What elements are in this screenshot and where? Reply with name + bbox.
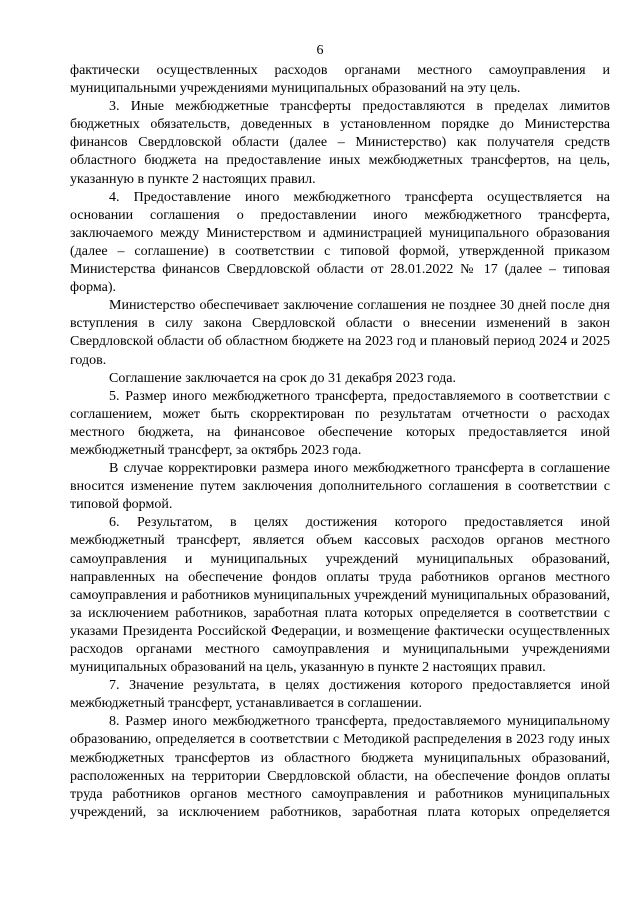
paragraph-agreement-term: Соглашение заключается на срок до 31 декабря 2023 года. [109, 370, 457, 386]
document-body [70, 62, 610, 822]
paragraph-item-3: 3. Иные межбюджетные трансферты предоставляются в пределах лимитов бюджетных обязательств, доведенных в установленном порядке до Министерства финансов Свердловской области (далее – Министерство) как получателя средств областного бюджета на предоставление иных межбюджетных трансфертов, на цель, указанную в пункте 2 настоящих правил. [70, 99, 610, 187]
paragraph-ministry-agreement: Министерство обеспечивает заключение соглашения не позднее 30 дней после дня вступления в силу закона Свердловской области о внесении изменений в закон Свердловской области об областном бюджете на 2023 год и плановый период 2024 и 2025 годов. [70, 298, 610, 368]
paragraph-continuation: фактически осуществленных расходов органами местного самоуправления и муниципальными учреждениями муниципальных образований на эту цель. [70, 63, 610, 97]
paragraph-item-8: 8. Размер иного межбюджетного трансферта, предоставляемого муниципальному образованию, определяется в соответствии с Методикой распределения в 2023 году иных межбюджетных трансфертов из областного бюджета муниципальных образований, расположенных на территории Свердловской области, на обеспечение фондов оплаты труда работников органов местного самоуправления и работников муниципальных учреждений, за исключением работников, заработная плата которых определяется [70, 714, 610, 820]
paragraph-correction: В случае корректировки размера иного межбюджетного трансферта в соглашение вносится изменение путем заключения дополнительного соглашения в соответствии с типовой формой. [70, 461, 610, 513]
page-number: 6 [316, 43, 324, 58]
paragraph-item-6: 6. Результатом, в целях достижения которого предоставляется иной межбюджетный трансферт, является объем кассовых расходов органов местного самоуправления и муниципальных учреждений муниципальных образований, направленных на обеспечение фондов оплаты труда работников органов местного самоуправления и работников муниципальных учреждений муниципальных образований, за исключением работников, заработная плата которых определяется в соответствии с указами Президента Российской Федерации, и возмещение фактически осуществленных расходов органами местного самоуправления и муниципальными учреждениями муниципальных образований на цель, указанную в пункте 2 настоящих правил. [70, 515, 610, 676]
paragraph-item-7: 7. Значение результата, в целях достижения которого предоставляется иной межбюджетный трансферт, устанавливается в соглашении. [70, 678, 610, 712]
paragraph-item-5: 5. Размер иного межбюджетного трансферта, предоставляемого в соответствии с соглашением, может быть скорректирован по результатам отчетности о расходах местного бюджета, на финансовое обеспечение которых предоставляется иной межбюджетный трансферт, за октябрь 2023 года. [70, 388, 610, 458]
paragraph-item-4: 4. Предоставление иного межбюджетного трансферта осуществляется на основании соглашения о предоставлении иного межбюджетного трансферта, заключаемого между Министерством и администрацией муниципального образования (далее – соглашение) в соответствии с типовой формой, утвержденной приказом Министерства финансов Свердловской области от 28.01.2022 № 17 (далее – типовая форма). [70, 189, 610, 296]
